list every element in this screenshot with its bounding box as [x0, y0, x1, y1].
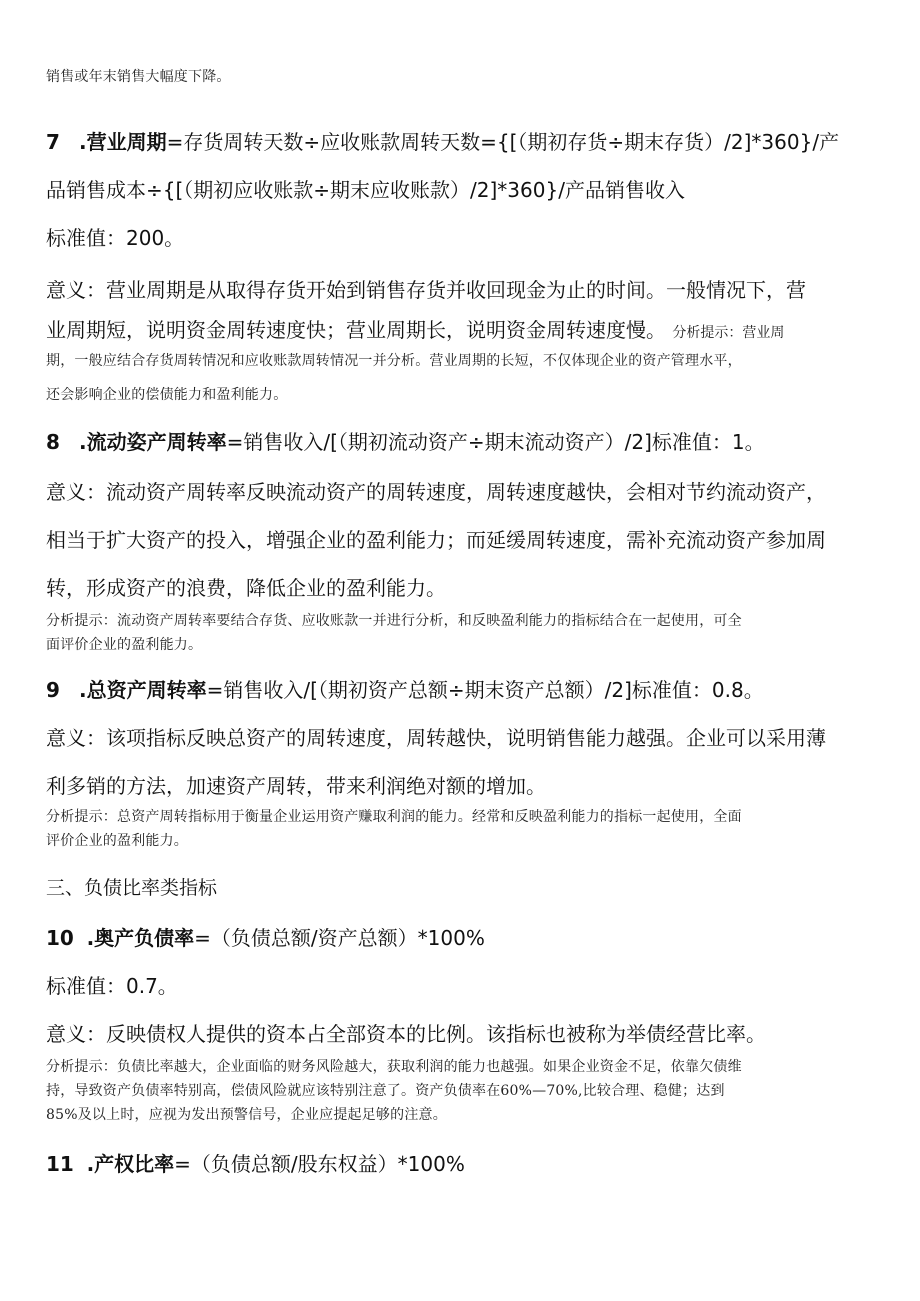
hint-line — [46, 384, 287, 404]
item-formula: =销售收入/[（期初资产总额÷期末资产总额）/2]标准值：0.8。 — [206, 678, 764, 702]
item-formula: =（负债总额/股东权益）*100% — [174, 1152, 465, 1176]
text: 分析提示：负债比率越大，企业面临的财务风险越大，获取利润的能力也越强。如果企业资金不足，依靠欠债维 — [46, 1059, 742, 1075]
text: 标准值：200。 — [46, 226, 185, 250]
text: 期，一般应结合存货周转情况和应收账款周转情况一并分析。营业周期的长短，不仅体现企业的资产管理水平， — [46, 353, 742, 369]
meaning-line — [46, 1018, 766, 1047]
text: 意义：营业周期是从取得存货开始到销售存货并收回现金为止的时间。一般情况下，营 — [46, 278, 806, 302]
text: 面评价企业的盈利能力。 — [46, 637, 203, 653]
hint-line — [46, 1104, 447, 1124]
hint-line — [46, 1080, 725, 1100]
text: 利多销的方法，加速资产周转，带来利润绝对额的增加。 — [46, 774, 546, 798]
item-title: .流动姿产周转率 — [79, 430, 227, 454]
hint-line — [46, 350, 742, 370]
item-title: .产权比率 — [86, 1152, 175, 1176]
item-formula: =存货周转天数÷应收账款周转天数={[（期初存货÷期末存货）/2]*360}/产 — [166, 130, 840, 154]
hint-line — [46, 634, 202, 654]
meaning-line — [46, 314, 784, 343]
hint-line — [46, 830, 188, 850]
hint-line — [46, 806, 742, 826]
text: 三、负债比率类指标 — [46, 877, 218, 899]
text: 转，形成资产的浪费，降低企业的盈利能力。 — [46, 576, 446, 600]
item-number: 9 — [46, 678, 60, 702]
hint-line — [46, 1056, 742, 1076]
item-number: 10 — [46, 926, 74, 950]
item-9-heading — [46, 674, 764, 703]
item-8-heading — [46, 426, 765, 455]
item-formula: =（负债总额/资产总额）*100% — [194, 926, 485, 950]
item-formula: =销售收入/[（期初流动资产÷期末流动资产）/2]标准值：1。 — [226, 430, 765, 454]
text: 标准值：0.7。 — [46, 974, 178, 998]
text: 意义：该项指标反映总资产的周转速度，周转越快，说明销售能力越强。企业可以采用薄 — [46, 726, 826, 750]
standard-value — [46, 222, 184, 251]
item-title: .总资产周转率 — [79, 678, 207, 702]
text: 85%及以上时，应视为发出预警信号，企业应提起足够的注意。 — [46, 1107, 447, 1123]
item-title: .营业周期 — [79, 130, 167, 154]
meaning-line — [46, 722, 826, 751]
item-10-heading — [46, 922, 485, 951]
text: 业周期短，说明资金周转速度快；营业周期长，说明资金周转速度慢。 — [46, 318, 666, 342]
paragraph-line — [46, 66, 231, 86]
standard-value — [46, 970, 178, 999]
meaning-line — [46, 476, 826, 505]
text: 品销售成本÷{[（期初应收账款÷期末应收账款）/2]*360}/产品销售收入 — [46, 178, 685, 202]
meaning-line — [46, 770, 546, 799]
section-heading — [46, 873, 217, 900]
text: 意义：反映债权人提供的资本占全部资本的比例。该指标也被称为举债经营比率。 — [46, 1022, 766, 1046]
meaning-line — [46, 572, 446, 601]
item-number: 7 — [46, 130, 60, 154]
paragraph-line — [46, 174, 685, 203]
hint-line — [46, 610, 742, 630]
item-number: 8 — [46, 430, 60, 454]
hint-inline: 分析提示：营业周 — [672, 325, 785, 341]
text: 评价企业的盈利能力。 — [46, 833, 188, 849]
text: 持，导致资产负债率特别高，偿债风险就应该特别注意了。资产负债率在60%—70%,比较合理、稳健；达到 — [46, 1083, 725, 1099]
text: 分析提示：流动资产周转率要结合存货、应收账款一并进行分析，和反映盈利能力的指标结合在一起使用，可全 — [46, 613, 742, 629]
text: 销售或年末销售大幅度下降。 — [46, 69, 231, 85]
item-number: 11 — [46, 1152, 74, 1176]
meaning-line — [46, 524, 826, 553]
meaning-line — [46, 274, 806, 303]
text: 还会影响企业的偿债能力和盈利能力。 — [46, 387, 288, 403]
text: 意义：流动资产周转率反映流动资产的周转速度，周转速度越快，会相对节约流动资产， — [46, 480, 826, 504]
item-11-heading — [46, 1148, 465, 1177]
item-7-heading — [46, 126, 839, 155]
item-title: .奥产负债率 — [86, 926, 195, 950]
text: 相当于扩大资产的投入，增强企业的盈利能力；而延缓周转速度，需补充流动资产参加周 — [46, 528, 826, 552]
text: 分析提示：总资产周转指标用于衡量企业运用资产赚取利润的能力。经常和反映盈利能力的指标一起使用，全面 — [46, 809, 742, 825]
